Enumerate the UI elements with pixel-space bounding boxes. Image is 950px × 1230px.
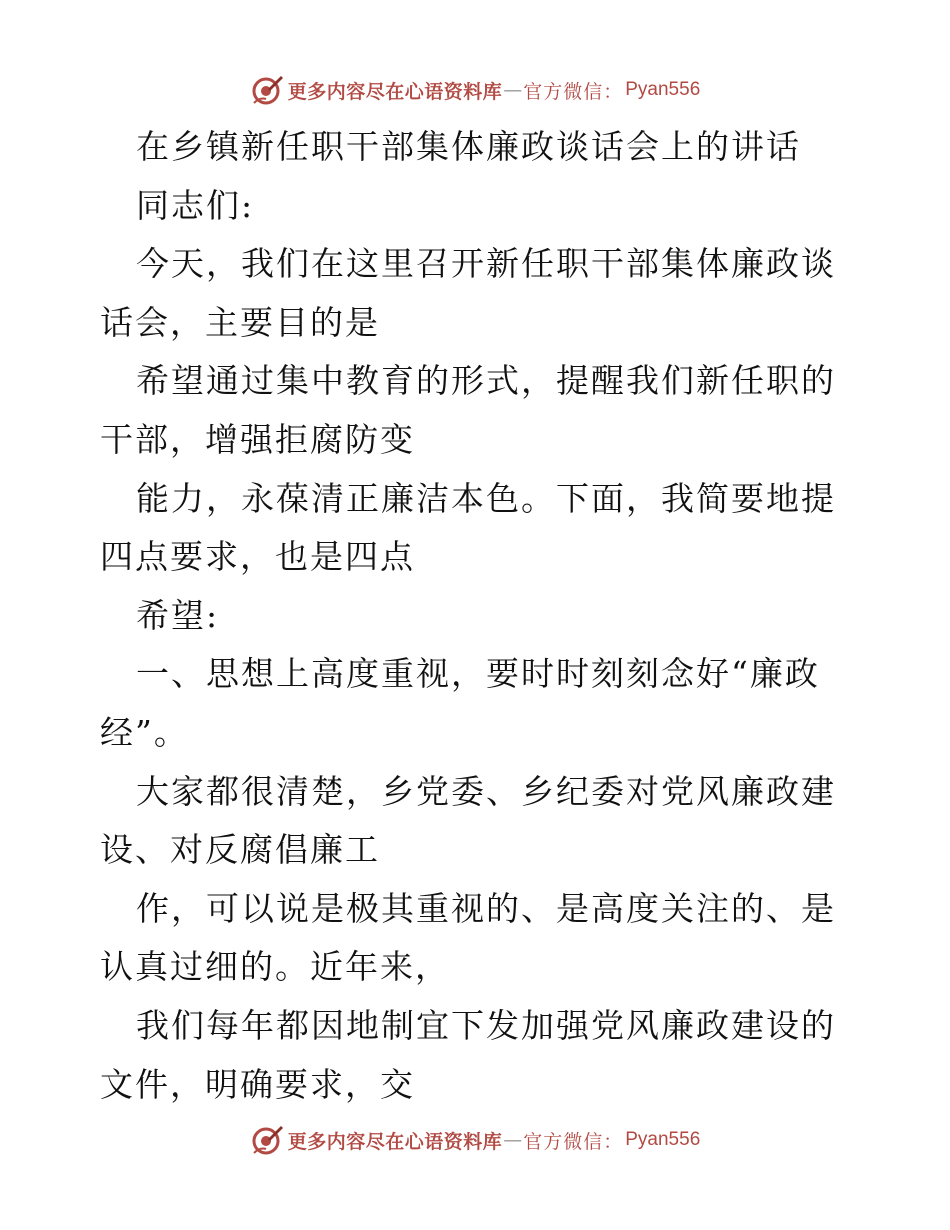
banner-separator: — bbox=[503, 1129, 523, 1151]
paragraph: 一、思想上高度重视，要时时刻刻念好“廉政经”。 bbox=[100, 654, 820, 752]
banner-brand-text: 更多内容尽在心语资料库 bbox=[287, 1130, 503, 1153]
pen-logo-icon bbox=[250, 1123, 284, 1157]
paragraph: 希望通过集中教育的形式，提醒我们新任职的干部，增强拒腐防变 bbox=[100, 361, 836, 459]
banner-wechat-label: 官方微信： bbox=[523, 80, 624, 103]
banner-wechat-id: Pyan556 bbox=[625, 1129, 701, 1150]
header-banner bbox=[0, 70, 950, 110]
banner-wechat-id: Pyan556 bbox=[625, 79, 701, 100]
banner-brand-text: 更多内容尽在心语资料库 bbox=[287, 80, 503, 103]
banner-separator: — bbox=[503, 79, 523, 101]
pen-logo-icon bbox=[250, 73, 284, 107]
document-body bbox=[100, 118, 860, 1114]
paragraph: 我们每年都因地制宜下发加强党风廉政建设的文件，明确要求，交 bbox=[100, 1005, 836, 1104]
footer-banner bbox=[0, 1120, 950, 1160]
document-title: 在乡镇新任职干部集体廉政谈话会上的讲话 bbox=[136, 127, 801, 166]
paragraph: 希望: bbox=[136, 595, 220, 635]
paragraph: 能力，永葆清正廉洁本色。下面，我简要地提四点要求，也是四点 bbox=[100, 478, 836, 577]
banner-wechat-label: 官方微信： bbox=[523, 1130, 624, 1153]
paragraph: 大家都很清楚，乡党委、乡纪委对党风廉政建设、对反腐倡廉工 bbox=[100, 771, 836, 870]
paragraph: 作，可以说是极其重视的、是高度关注的、是认真过细的。近年来， bbox=[100, 888, 836, 987]
paragraph: 今天，我们在这里召开新任职干部集体廉政谈话会，主要目的是 bbox=[100, 244, 836, 342]
paragraph: 同志们: bbox=[136, 185, 255, 225]
